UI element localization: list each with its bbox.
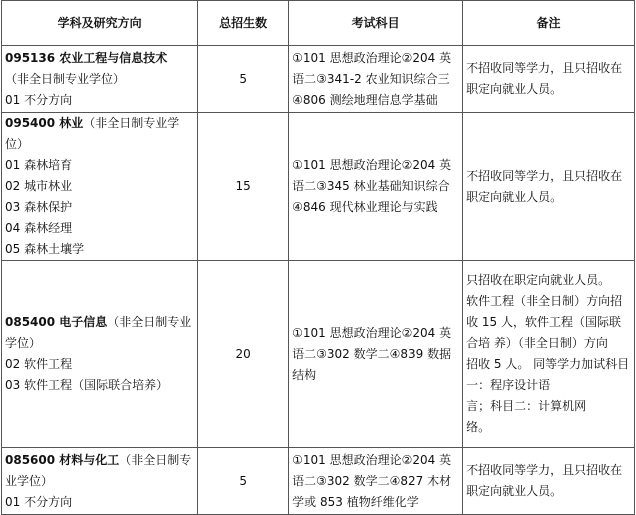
discipline-cell <box>2 113 198 261</box>
table-row <box>2 261 635 448</box>
admissions-table <box>1 0 635 515</box>
table-row <box>2 448 635 515</box>
enrollment-count: 5 <box>198 448 289 515</box>
discipline-line: 04 森林经理 <box>5 221 73 235</box>
remark <box>463 261 635 448</box>
header-total-enrollment: 总招生数 <box>198 1 289 46</box>
discipline-cell <box>2 46 198 113</box>
discipline-cell <box>2 448 198 515</box>
header-exam-subjects: 考试科目 <box>289 1 463 46</box>
exam-subjects: ①101 思想政治理论②204 英语二③302 数学二④839 数据结构 <box>289 261 463 448</box>
remark-line: 招收 5 人。 同等学力加试科目一：程序设计语 <box>466 357 630 392</box>
table-row <box>2 46 635 113</box>
remark-line: 只招收在职定向就业人员。 <box>466 273 611 287</box>
discipline-suffix: （非全日制专业学位） <box>5 452 192 488</box>
enrollment-count: 20 <box>198 261 289 448</box>
remark-line: 言；科目二：计算机网 <box>466 399 587 413</box>
header-discipline: 学科及研究方向 <box>2 1 198 46</box>
discipline-code-name: 095136 农业工程与信息技术 <box>5 50 168 65</box>
enrollment-count: 15 <box>198 113 289 261</box>
discipline-code-name: 085600 材料与化工 <box>5 452 120 467</box>
discipline-code-name: 095400 林业 <box>5 116 84 130</box>
discipline-line: 01 不分方向 <box>5 494 73 509</box>
table-row <box>2 113 635 261</box>
discipline-cell <box>2 261 198 448</box>
discipline-code-name: 085400 电子信息 <box>5 315 108 329</box>
discipline-line: 05 森林土壤学 <box>5 242 85 256</box>
discipline-line: 03 软件工程（国际联合培养） <box>5 378 169 392</box>
discipline-line: 02 软件工程 <box>5 357 73 371</box>
exam-subjects: ①101 思想政治理论②204 英语二③302 数学二④827 木材学或 853 植物纤维化学 <box>289 448 463 515</box>
header-remarks: 备注 <box>463 1 635 46</box>
discipline-line: （非全日制专业学位） <box>5 71 126 86</box>
header-row <box>2 1 635 46</box>
discipline-line: 01 不分方向 <box>5 92 73 107</box>
discipline-line: 03 森林保护 <box>5 200 73 214</box>
remark: 不招收同等学力，且只招收在职定向就业人员。 <box>463 448 635 515</box>
remark-line: 络。 <box>466 420 491 434</box>
remark: 不招收同等学力，且只招收在职定向就业人员。 <box>463 46 635 113</box>
exam-subjects: ①101 思想政治理论②204 英语二③345 林业基础知识综合④846 现代林业理论与实践 <box>289 113 463 261</box>
discipline-line: 01 森林培育 <box>5 158 73 172</box>
enrollment-count: 5 <box>198 46 289 113</box>
remark-line: 软件工程（非全日制）方向招收 15 人，软件工程（国际联合培 养）（非全日制）方向 <box>466 294 623 350</box>
exam-subjects: ①101 思想政治理论②204 英语二③341-2 农业知识综合三④806 测绘地理信息学基础 <box>289 46 463 113</box>
discipline-suffix: （非全日制专业学位） <box>5 116 180 151</box>
remark: 不招收同等学力，且只招收在职定向就业人员。 <box>463 113 635 261</box>
discipline-suffix: （非全日制专业学位） <box>5 315 192 350</box>
discipline-line: 02 城市林业 <box>5 179 73 193</box>
